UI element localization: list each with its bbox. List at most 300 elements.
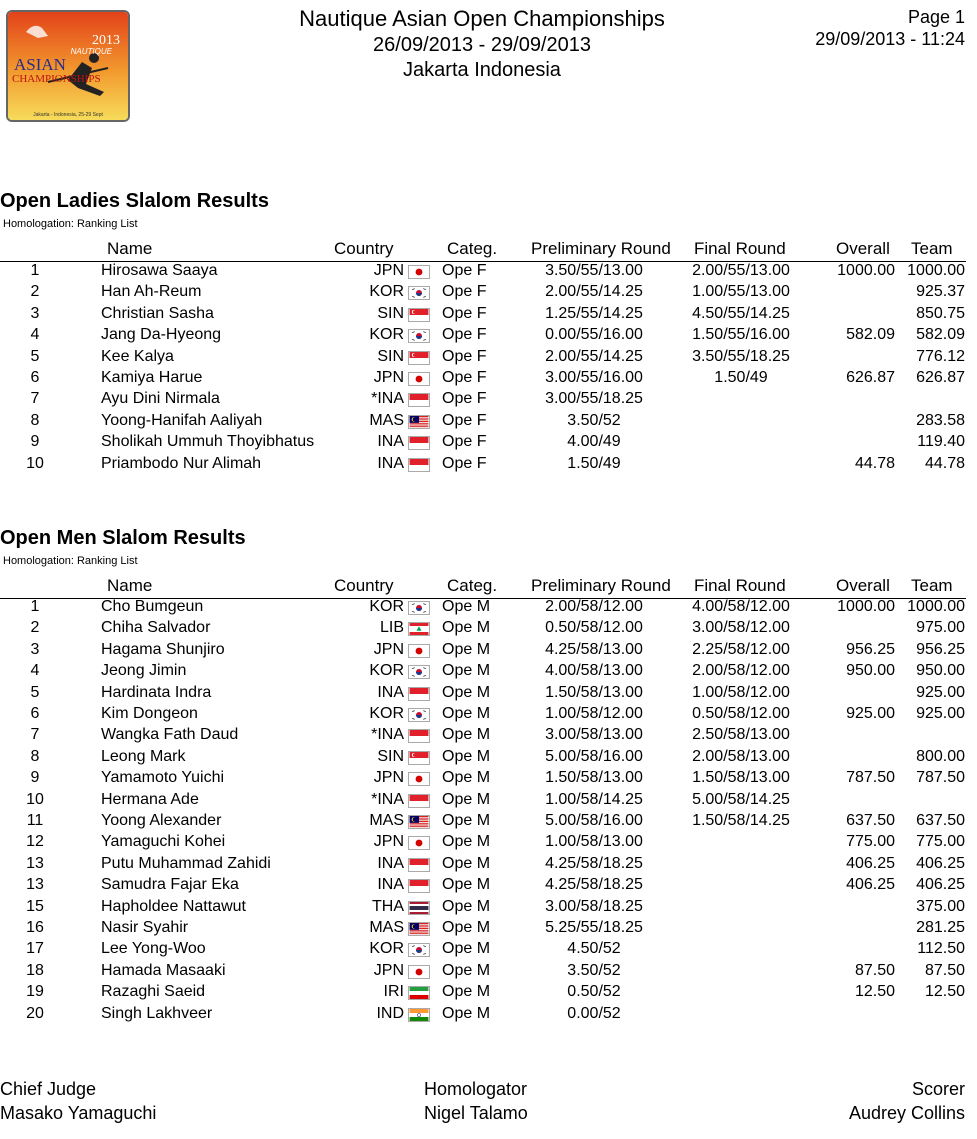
table-row (0, 305, 977, 326)
team-cell: 406.25 (916, 854, 965, 872)
category-cell: Ope M (442, 726, 491, 744)
category-cell: Ope F (442, 304, 487, 322)
team-cell: 950.00 (916, 662, 965, 680)
country-cell: JPN (373, 369, 404, 386)
table-row (0, 390, 977, 411)
country-flag-icon (408, 879, 430, 893)
rank-cell: 17 (26, 940, 44, 958)
country-flag-icon (408, 665, 430, 679)
country-cell: JPN (373, 769, 404, 787)
signature-chief-judge (0, 1077, 156, 1125)
signature-scorer (849, 1077, 965, 1125)
country-flag-icon (408, 415, 430, 429)
prelim-cell: 2.00/55/14.25 (545, 347, 643, 365)
rank-cell: 9 (30, 433, 40, 451)
rank-cell: 5 (30, 683, 40, 701)
table-row (0, 662, 977, 683)
col-prelim: Preliminary Round (531, 239, 671, 258)
name-cell: Hardinata Indra (101, 683, 212, 701)
final-cell: 1.50/49 (714, 369, 768, 386)
table-row (0, 455, 977, 476)
category-cell: Ope M (442, 640, 491, 658)
team-cell: 956.25 (916, 640, 965, 658)
country-flag-icon (408, 751, 430, 765)
rank-cell: 20 (26, 1004, 44, 1022)
prelim-cell: 3.00/58/18.25 (545, 897, 643, 915)
table-row (0, 898, 977, 919)
country-flag-icon (408, 836, 430, 850)
category-cell: Ope M (442, 705, 491, 722)
table-row (0, 748, 977, 769)
prelim-cell: 2.00/55/14.25 (545, 283, 643, 301)
col-name: Name (107, 576, 153, 595)
category-cell: Ope M (442, 833, 491, 851)
country-cell: *INA (371, 726, 404, 744)
name-cell: Chiha Salvador (101, 619, 211, 637)
logo-year: 2013 (92, 33, 120, 48)
team-cell: 87.50 (924, 961, 965, 979)
homologation-note: Homologation: Ranking List (3, 555, 138, 567)
country-cell: KOR (369, 326, 404, 344)
name-cell: Priambodo Nur Alimah (101, 454, 262, 472)
prelim-cell: 1.50/49 (567, 454, 621, 472)
col-team: Team (911, 576, 953, 595)
final-cell: 4.00/58/12.00 (692, 598, 790, 615)
report-location: Jakarta Indonesia (403, 59, 561, 81)
team-cell: 626.87 (916, 369, 965, 386)
country-flag-icon (408, 943, 430, 957)
table-header (0, 576, 977, 598)
overall-cell: 44.78 (854, 454, 895, 472)
name-cell: Leong Mark (101, 747, 186, 765)
rank-cell: 2 (30, 283, 40, 301)
category-cell: Ope F (442, 283, 487, 301)
table-row (0, 684, 977, 705)
report-title: Nautique Asian Open Championships (299, 6, 665, 31)
country-flag-icon (408, 986, 430, 1000)
prelim-cell: 1.50/58/13.00 (545, 769, 643, 787)
prelim-cell: 1.25/55/14.25 (545, 304, 643, 322)
table-row (0, 962, 977, 983)
prelim-cell: 3.50/52 (567, 961, 621, 979)
name-cell: Wangka Fath Daud (101, 726, 239, 744)
country-cell: MAS (369, 812, 404, 829)
prelim-cell: 1.50/58/13.00 (545, 683, 643, 701)
overall-cell: 637.50 (846, 812, 895, 829)
logo-graphic (8, 12, 128, 120)
overall-cell: 406.25 (846, 876, 895, 894)
category-cell: Ope F (442, 262, 487, 279)
homologator-label: Homologator (424, 1079, 528, 1099)
col-overall: Overall (836, 576, 890, 595)
prelim-cell: 3.50/52 (567, 411, 621, 429)
scorer-label: Scorer (911, 1079, 965, 1099)
country-flag-icon (408, 372, 430, 386)
team-cell: 776.12 (916, 347, 965, 365)
team-cell: 925.00 (916, 683, 965, 701)
final-cell: 1.50/55/16.00 (692, 326, 790, 344)
category-cell: Ope M (442, 940, 491, 958)
country-cell: INA (377, 876, 404, 894)
prelim-cell: 5.25/55/18.25 (545, 919, 643, 936)
prelim-cell: 0.00/55/16.00 (545, 326, 643, 344)
team-cell: 775.00 (916, 833, 965, 851)
logo-line1: ASIAN (14, 55, 66, 74)
team-cell: 925.37 (916, 283, 965, 301)
country-cell: JPN (373, 262, 404, 279)
prelim-cell: 1.00/58/14.25 (545, 790, 643, 808)
country-cell: KOR (369, 598, 404, 615)
col-prelim: Preliminary Round (531, 576, 671, 595)
team-cell: 975.00 (916, 619, 965, 637)
team-cell: 119.40 (917, 433, 965, 451)
col-overall: Overall (836, 239, 890, 258)
rank-cell: 3 (30, 640, 40, 658)
category-cell: Ope M (442, 897, 491, 915)
name-cell: Han Ah-Reum (101, 283, 202, 301)
name-cell: Yamaguchi Kohei (101, 833, 226, 851)
category-cell: Ope M (442, 961, 491, 979)
name-cell: Lee Yong-Woo (101, 940, 206, 958)
prelim-cell: 4.00/49 (567, 433, 621, 451)
rank-cell: 10 (26, 454, 44, 472)
category-cell: Ope F (442, 326, 487, 344)
overall-cell: 626.87 (846, 369, 895, 386)
final-cell: 1.00/58/12.00 (692, 683, 790, 701)
final-cell: 1.50/58/13.00 (692, 769, 790, 787)
rank-cell: 13 (26, 876, 44, 894)
rank-cell: 5 (30, 347, 40, 365)
category-cell: Ope M (442, 983, 491, 1001)
rank-cell: 15 (26, 897, 44, 915)
team-cell: 283.58 (916, 411, 965, 429)
prelim-cell: 0.50/52 (567, 983, 621, 1001)
rank-cell: 4 (30, 326, 40, 344)
country-cell: JPN (373, 640, 404, 658)
col-categ: Categ. (447, 576, 498, 595)
name-cell: Jeong Jimin (101, 662, 187, 680)
country-cell: SIN (377, 747, 404, 765)
rank-cell: 10 (26, 790, 44, 808)
table-row (0, 940, 977, 961)
name-cell: Kee Kalya (101, 347, 174, 365)
prelim-cell: 3.50/55/13.00 (545, 262, 643, 279)
country-cell: KOR (369, 662, 404, 680)
table-row (0, 791, 977, 812)
name-cell: Christian Sasha (101, 304, 214, 322)
homologator-name: Nigel Talamo (424, 1103, 528, 1123)
logo-brand: NAUTIQUE (70, 47, 112, 56)
table-row (0, 769, 977, 790)
overall-cell: 950.00 (846, 662, 895, 680)
country-cell: INA (377, 433, 404, 451)
table-row (0, 412, 977, 433)
country-flag-icon (408, 308, 430, 322)
col-country: Country (334, 576, 394, 595)
country-cell: INA (377, 854, 404, 872)
country-flag-icon (408, 687, 430, 701)
final-cell: 0.50/58/12.00 (692, 705, 790, 722)
prelim-cell: 5.00/58/16.00 (545, 812, 643, 829)
prelim-cell: 3.00/55/16.00 (545, 369, 643, 386)
report-dates: 26/09/2013 - 29/09/2013 (373, 34, 591, 56)
country-cell: THA (372, 897, 404, 915)
category-cell: Ope F (442, 347, 487, 365)
section-title: Open Ladies Slalom Results (0, 190, 269, 212)
country-cell: INA (377, 454, 404, 472)
country-flag-icon (408, 858, 430, 872)
col-name: Name (107, 239, 153, 258)
category-cell: Ope F (442, 390, 487, 408)
country-flag-icon (408, 393, 430, 407)
rank-cell: 6 (30, 705, 40, 722)
table-row (0, 262, 977, 283)
team-cell: 44.78 (924, 454, 965, 472)
prelim-cell: 1.00/58/13.00 (545, 833, 643, 851)
overall-cell: 775.00 (846, 833, 895, 851)
team-cell: 1000.00 (907, 598, 965, 615)
table-row (0, 726, 977, 747)
rank-cell: 1 (30, 598, 40, 615)
overall-cell: 925.00 (846, 705, 895, 722)
prelim-cell: 0.00/52 (567, 1004, 621, 1022)
category-cell: Ope F (442, 369, 487, 386)
rank-cell: 7 (30, 726, 40, 744)
country-flag-icon (408, 794, 430, 808)
category-cell: Ope M (442, 769, 491, 787)
country-flag-icon (408, 965, 430, 979)
scorer-name: Audrey Collins (848, 1103, 965, 1123)
country-cell: KOR (369, 705, 404, 722)
country-flag-icon (408, 622, 430, 636)
country-flag-icon (408, 729, 430, 743)
final-cell: 2.00/58/13.00 (692, 747, 790, 765)
country-cell: MAS (369, 411, 404, 429)
rank-cell: 2 (30, 619, 40, 637)
printed-timestamp: 29/09/2013 - 11:24 (815, 29, 965, 49)
team-cell: 637.50 (916, 812, 965, 829)
table-row (0, 283, 977, 304)
team-cell: 787.50 (916, 769, 965, 787)
category-cell: Ope F (442, 433, 487, 451)
name-cell: Samudra Fajar Eka (101, 876, 239, 894)
prelim-cell: 5.00/58/16.00 (545, 747, 643, 765)
col-categ: Categ. (447, 239, 498, 258)
category-cell: Ope M (442, 1004, 491, 1022)
final-cell: 2.25/58/12.00 (692, 640, 790, 658)
final-cell: 1.00/55/13.00 (692, 283, 790, 301)
table-row (0, 598, 977, 619)
country-flag-icon (408, 708, 430, 722)
prelim-cell: 3.00/55/18.25 (545, 390, 643, 408)
section-title: Open Men Slalom Results (0, 527, 246, 549)
country-flag-icon (408, 286, 430, 300)
category-cell: Ope M (442, 919, 491, 936)
team-cell: 1000.00 (907, 262, 965, 279)
country-cell: *INA (371, 390, 404, 408)
final-cell: 4.50/55/14.25 (692, 304, 790, 322)
rank-cell: 4 (30, 662, 40, 680)
page-number: Page 1 (907, 7, 965, 27)
col-team: Team (911, 239, 953, 258)
rank-cell: 12 (26, 833, 44, 851)
rank-cell: 7 (30, 390, 40, 408)
logo-foot: Jakarta - Indonesia, 25-29 Sept (33, 112, 103, 118)
name-cell: Hermana Ade (101, 790, 199, 808)
country-flag-icon (408, 458, 430, 472)
final-cell: 2.00/58/12.00 (692, 662, 790, 680)
table-row (0, 705, 977, 726)
name-cell: Hirosawa Saaya (101, 262, 218, 279)
overall-cell: 1000.00 (837, 598, 895, 615)
final-cell: 1.50/58/14.25 (692, 812, 790, 829)
final-cell: 2.50/58/13.00 (692, 726, 790, 744)
prelim-cell: 4.50/52 (567, 940, 621, 958)
overall-cell: 406.25 (846, 854, 895, 872)
rank-cell: 13 (26, 854, 44, 872)
table-row (0, 812, 977, 833)
rank-cell: 18 (26, 961, 44, 979)
col-final: Final Round (694, 576, 786, 595)
final-cell: 2.00/55/13.00 (692, 262, 790, 279)
overall-cell: 582.09 (846, 326, 895, 344)
name-cell: Ayu Dini Nirmala (101, 390, 220, 408)
rank-cell: 6 (30, 369, 40, 386)
event-logo (6, 10, 130, 122)
category-cell: Ope M (442, 683, 491, 701)
country-flag-icon (408, 436, 430, 450)
team-cell: 281.25 (916, 919, 965, 936)
name-cell: Putu Muhammad Zahidi (101, 854, 271, 872)
team-cell: 800.00 (916, 747, 965, 765)
col-country: Country (334, 239, 394, 258)
country-flag-icon (408, 772, 430, 786)
chief-judge-name: Masako Yamaguchi (0, 1103, 157, 1123)
table-row (0, 348, 977, 369)
team-cell: 925.00 (916, 705, 965, 722)
rank-cell: 9 (30, 769, 40, 787)
name-cell: Kamiya Harue (101, 369, 203, 386)
name-cell: Singh Lakhveer (101, 1004, 213, 1022)
final-cell: 5.00/58/14.25 (692, 790, 790, 808)
team-cell: 112.50 (917, 940, 965, 958)
col-final: Final Round (694, 239, 786, 258)
country-flag-icon (408, 351, 430, 365)
overall-cell: 1000.00 (837, 262, 895, 279)
table-row (0, 983, 977, 1004)
team-cell: 12.50 (924, 983, 965, 1001)
table-row (0, 855, 977, 876)
team-cell: 406.25 (916, 876, 965, 894)
prelim-cell: 3.00/58/13.00 (545, 726, 643, 744)
team-cell: 375.00 (916, 897, 965, 915)
country-cell: IND (376, 1004, 404, 1022)
prelim-cell: 4.00/58/13.00 (545, 662, 643, 680)
country-flag-icon (408, 1008, 430, 1022)
name-cell: Jang Da-Hyeong (101, 326, 222, 344)
signature-homologator (424, 1077, 528, 1125)
category-cell: Ope F (442, 411, 487, 429)
country-cell: KOR (369, 283, 404, 301)
final-cell: 3.00/58/12.00 (692, 619, 790, 637)
prelim-cell: 4.25/58/18.25 (545, 876, 643, 894)
category-cell: Ope F (442, 454, 487, 472)
logo-line2: CHAMPIONSHIPS (12, 73, 101, 85)
prelim-cell: 1.00/58/12.00 (545, 705, 643, 722)
country-cell: JPN (373, 833, 404, 851)
table-row (0, 369, 977, 390)
country-flag-icon (408, 265, 430, 279)
country-flag-icon (408, 644, 430, 658)
overall-cell: 87.50 (854, 961, 895, 979)
rank-cell: 1 (30, 262, 40, 279)
rank-cell: 3 (30, 304, 40, 322)
country-flag-icon (408, 601, 430, 615)
name-cell: Sholikah Ummuh Thoyibhatus (101, 433, 315, 451)
country-flag-icon (408, 815, 430, 829)
name-cell: Cho Bumgeun (101, 598, 204, 615)
name-cell: Hagama Shunjiro (101, 640, 225, 658)
table-row (0, 1005, 977, 1026)
table-row (0, 326, 977, 347)
overall-cell: 956.25 (846, 640, 895, 658)
country-cell: *INA (371, 790, 404, 808)
table-row (0, 433, 977, 454)
prelim-cell: 4.25/58/18.25 (545, 854, 643, 872)
country-flag-icon (408, 901, 430, 915)
name-cell: Kim Dongeon (101, 705, 198, 722)
table-row (0, 876, 977, 897)
rank-cell: 19 (26, 983, 44, 1001)
name-cell: Hapholdee Nattawut (101, 897, 246, 915)
table-row (0, 919, 977, 940)
country-cell: IRI (383, 983, 404, 1001)
category-cell: Ope M (442, 662, 491, 680)
country-cell: MAS (369, 919, 404, 936)
name-cell: Yamamoto Yuichi (101, 769, 225, 787)
country-cell: INA (377, 683, 404, 701)
team-cell: 850.75 (916, 304, 965, 322)
country-cell: JPN (373, 961, 404, 979)
prelim-cell: 2.00/58/12.00 (545, 598, 643, 615)
name-cell: Yoong-Hanifah Aaliyah (101, 411, 263, 429)
chief-judge-label: Chief Judge (0, 1079, 97, 1099)
table-row (0, 641, 977, 662)
table-row (0, 833, 977, 854)
rank-cell: 8 (30, 747, 40, 765)
overall-cell: 12.50 (854, 983, 895, 1001)
category-cell: Ope M (442, 598, 491, 615)
category-cell: Ope M (442, 812, 491, 829)
country-cell: SIN (377, 347, 404, 365)
category-cell: Ope M (442, 876, 491, 894)
country-flag-icon (408, 922, 430, 936)
prelim-cell: 0.50/58/12.00 (545, 619, 643, 637)
rank-cell: 8 (30, 411, 40, 429)
homologation-note: Homologation: Ranking List (3, 218, 138, 230)
category-cell: Ope M (442, 790, 491, 808)
name-cell: Hamada Masaaki (101, 961, 226, 979)
category-cell: Ope M (442, 619, 491, 637)
table-header (0, 239, 977, 261)
name-cell: Yoong Alexander (101, 812, 222, 829)
table-row (0, 619, 977, 640)
prelim-cell: 4.25/58/13.00 (545, 640, 643, 658)
name-cell: Nasir Syahir (101, 919, 189, 936)
final-cell: 3.50/55/18.25 (692, 347, 790, 365)
name-cell: Razaghi Saeid (101, 983, 206, 1001)
category-cell: Ope M (442, 747, 491, 765)
